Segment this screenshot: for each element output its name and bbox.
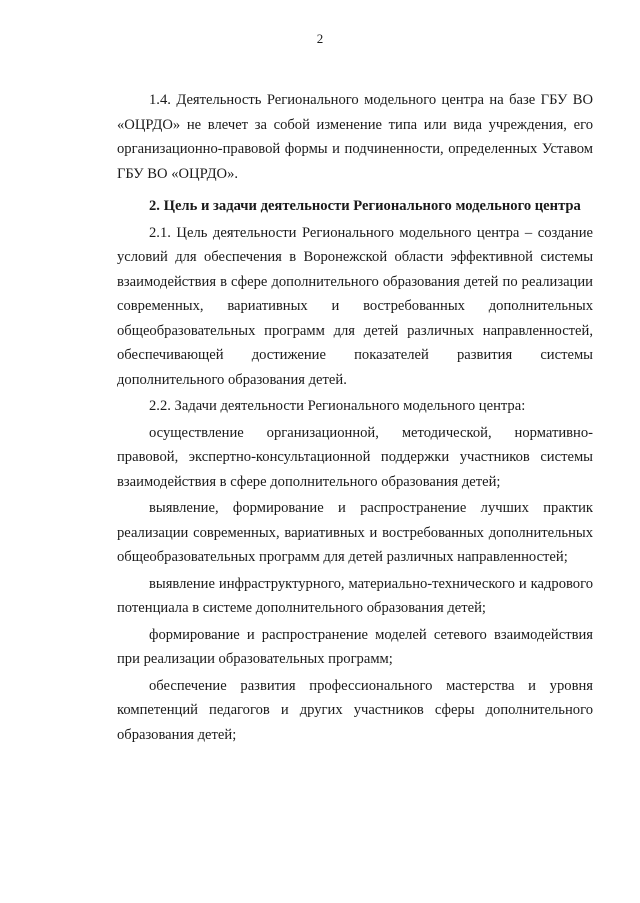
task-item-1: осуществление организационной, методической, нормативно-правовой, экспертно-консультационной поддержки участников системы взаимодействия в сфере дополнительного образования детей; bbox=[117, 424, 593, 490]
paragraph-1-4: 1.4. Деятельность Регионального модельного центра на базе ГБУ ВО «ОЦРДО» не влечет за собой изменение типа или вида учреждения, его организационно-правовой формы и подчиненности, определенных Уставом ГБУ ВО «ОЦРДО». bbox=[117, 92, 593, 182]
paragraph-2-1: 2.1. Цель деятельности Регионального модельного центра – создание условий для обеспечения в Воронежской области эффективной системы взаимодействия в сфере дополнительного образования детей по реализации современных, вариативных и востребованных дополнительных общеобразовательных программ для детей различных направленностей, обеспечивающей достижение показателей развития системы дополнительного образования детей. bbox=[117, 224, 593, 388]
paragraph-2-2: 2.2. Задачи деятельности Регионального модельного центра: bbox=[149, 398, 526, 414]
task-item-5: обеспечение развития профессионального мастерства и уровня компетенций педагогов и других участников сферы дополнительного образования детей; bbox=[117, 677, 593, 743]
section-heading-2: 2. Цель и задачи деятельности Регионального модельного центра bbox=[149, 198, 581, 214]
task-item-4: формирование и распространение моделей сетевого взаимодействия при реализации образовательных программ; bbox=[117, 626, 593, 667]
task-item-2: выявление, формирование и распространение лучших практик реализации современных, вариативных и востребованных дополнительных общеобразовательных программ для детей различных направленностей; bbox=[117, 500, 593, 565]
document-body bbox=[117, 88, 593, 747]
task-item-3: выявление инфраструктурного, материально-технического и кадрового потенциала в системе дополнительного образования детей; bbox=[117, 575, 593, 616]
page-number: 2 bbox=[316, 31, 324, 46]
